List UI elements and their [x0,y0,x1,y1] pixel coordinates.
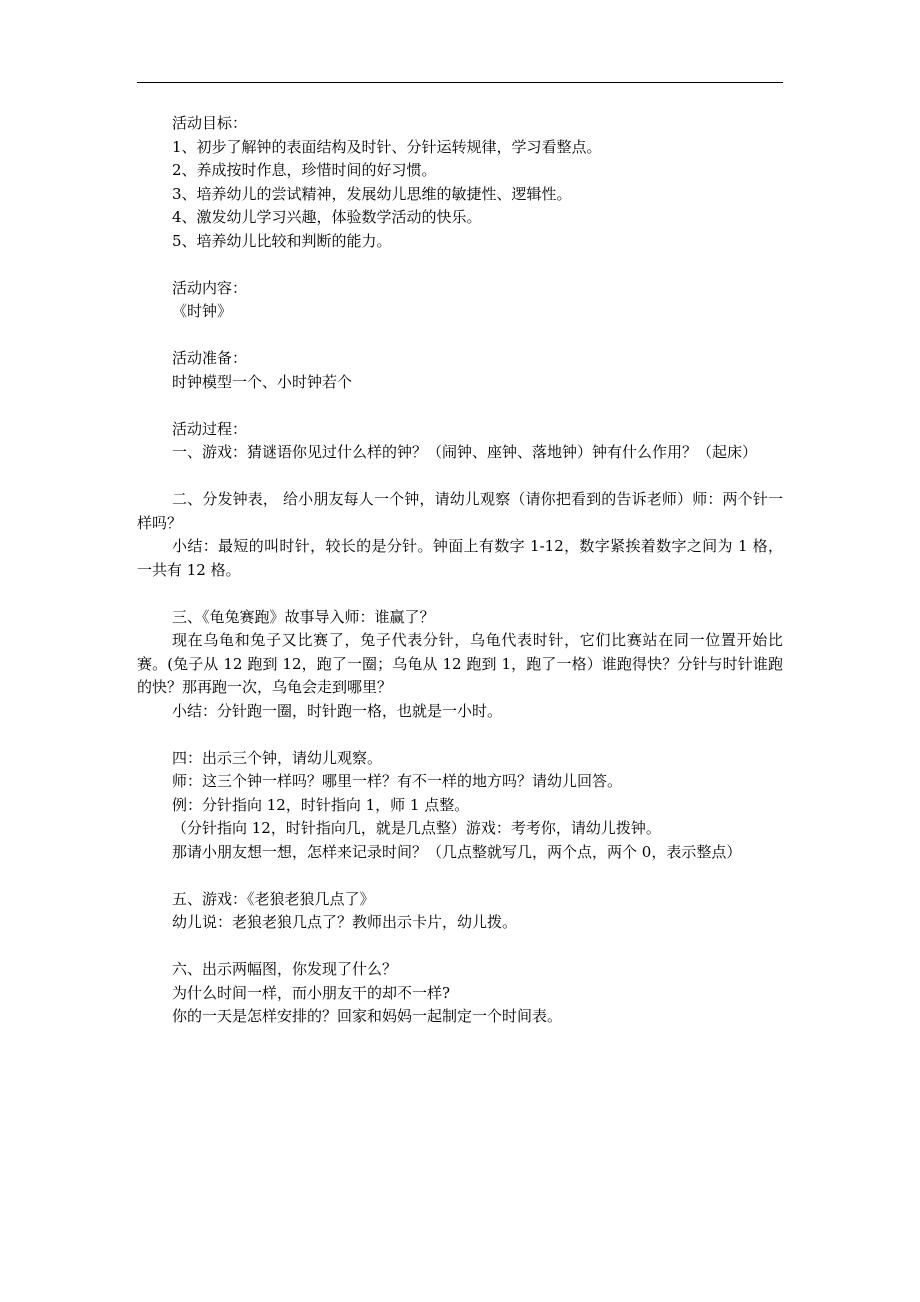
process-step-4-line: 四：出示三个钟，请幼儿观察。 [172,748,383,767]
process-step-4-line: 师：这三个钟一样吗？哪里一样？有不一样的地方吗？请幼儿回答。 [172,772,623,790]
spacer [172,723,782,747]
section-heading-goals: 活动目标： [172,114,248,132]
process-step-5-line: 五、游戏：《老狼老狼几点了》 [172,889,375,908]
section-heading-prep: 活动准备： [172,349,248,367]
process-step-2: 二、分发钟表， 给小朋友每人一个钟，请幼儿观察（请你把看到的告诉老师）师：两个针一样吗？ [137,490,783,532]
spacer [172,864,782,888]
process-step-3-summary: 小结：分针跑一圈，时针跑一格，也就是一小时。 [172,701,503,720]
spacer [172,465,782,489]
process-step-3-title: 三、《龟兔赛跑》故事导入师：谁赢了？ [172,607,435,626]
content-text: 《时钟》 [172,302,233,320]
goal-item: 1、初步了解钟的表面结构及时针、分针运转规律，学习看整点。 [172,137,602,156]
section-heading-content: 活动内容： [172,278,248,297]
goal-item: 2、养成按时作息，珍惜时间的好习惯。 [172,161,437,179]
prep-text: 时钟模型一个、小时钟若个 [172,372,353,391]
process-step-4-line: （分针指向 12，时针指向几，就是几点整）游戏：考考你，请幼儿拨钟。 [172,819,661,837]
section-heading-process: 活动过程： [172,419,248,438]
spacer [172,253,782,277]
process-step-6-line: 你的一天是怎样安排的？回家和妈妈一起制定一个时间表。 [172,1007,563,1025]
goal-item: 3、培养幼儿的尝试精神，发展幼儿思维的敏捷性、逻辑性。 [172,184,572,203]
process-step-6-line: 为什么时间一样，而小朋友干的却不一样? [172,983,451,1002]
process-step-5-line: 幼儿说：老狼老狼几点了？教师出示卡片，幼儿拨。 [172,913,518,931]
process-step-1: 一、游戏：猜谜语你见过什么样的钟？（闹钟、座钟、落地钟）钟有什么作用？（起床） [172,443,758,461]
process-step-4-line: 例：分针指向 12，时针指向 1，师 1 点整。 [172,795,470,814]
process-step-4-line: 那请小朋友想一想，怎样来记录时间？（几点整就写几，两个点，两个 0，表示整点） [172,842,742,861]
document-body [137,112,783,1029]
process-step-6-line: 六、出示两幅图，你发现了什么？ [172,960,398,978]
spacer [172,394,782,418]
goal-item: 5、培养幼儿比较和判断的能力。 [172,231,392,250]
process-step-3-body: 现在乌龟和兔子又比赛了，兔子代表分针，乌龟代表时针，它们比赛站在同一位置开始比赛。(兔子从 12 跑到 12，跑了一圈；乌龟从 12 跑到 1，跑了一格）谁跑得快？分针与时针谁跑的快？那再跑一次，乌龟会走到哪里？ [137,631,783,696]
goal-item: 4、激发幼儿学习兴趣，体验数学活动的快乐。 [172,208,482,226]
spacer [172,324,782,348]
header-rule [137,82,783,83]
spacer [172,935,782,959]
spacer [172,582,782,606]
process-step-2-summary: 小结：最短的叫时针，较长的是分针。钟面上有数字 1-12，数字紧挨着数字之间为 1 格，一共有 12 格。 [137,537,783,579]
